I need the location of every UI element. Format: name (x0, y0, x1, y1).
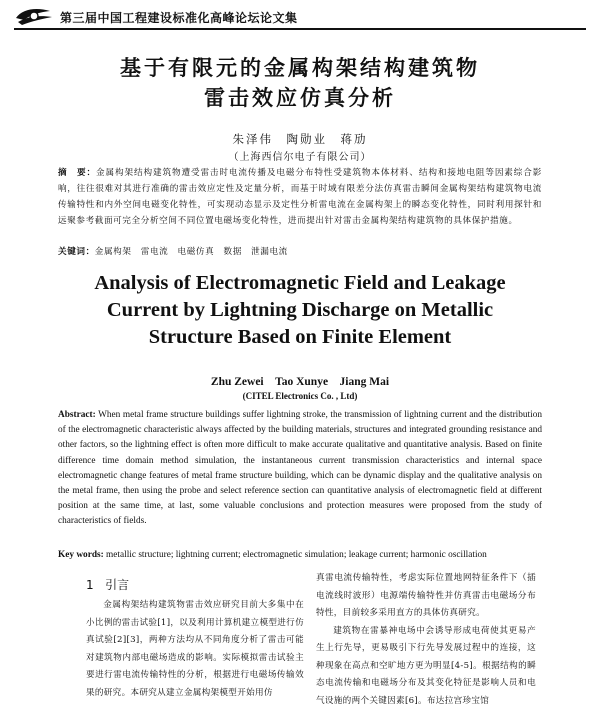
section-number: 1 (86, 578, 94, 592)
proceedings-title: 第三届中国工程建设标准化高峰论坛论文集 (60, 9, 298, 26)
english-affiliation: (CITEL Electronics Co. , Ltd) (0, 391, 600, 401)
chinese-abstract (58, 165, 542, 229)
body-column-right (316, 570, 536, 710)
english-authors: Zhu Zewei Tao Xunye Jiang Mai (0, 373, 600, 389)
chinese-keywords-text: 金属构架 雷电流 电磁仿真 数据 泄漏电流 (95, 247, 288, 257)
english-title-line-2: Current by Lightning Discharge on Metallic (0, 299, 600, 322)
body-paragraph: 真雷电流传输特性，考虑实际位置地网特征条件下（插电流线时波形）电源端传输特性并仿真雷击电磁场分布特性，目前较多采用直方的具体仿真研究。 (316, 570, 536, 623)
english-keywords-text: metallic structure; lightning current; electromagnetic simulation; leakage current; harmonic oscillation (106, 550, 487, 560)
english-title-line-3: Structure Based on Finite Element (0, 326, 600, 349)
section-heading (86, 576, 129, 593)
chinese-title-line-2: 雷击效应仿真分析 (0, 82, 600, 112)
english-keywords-label: Key words: (58, 550, 104, 560)
chinese-title-line-1: 基于有限元的金属构架结构建筑物 (0, 52, 600, 82)
body-column-left (86, 597, 304, 702)
conference-logo-icon (14, 6, 54, 26)
english-title-line-1: Analysis of Electromagnetic Field and Leakage (0, 272, 600, 295)
english-abstract-label: Abstract: (58, 410, 96, 420)
chinese-authors: 朱泽伟 陶勋业 蒋劢 (0, 131, 600, 147)
english-keywords (58, 548, 542, 562)
body-paragraph: 金属构架结构建筑物雷击效应研究目前大多集中在小比例的雷击试验[1]，以及利用计算机建立模型进行仿真试验[2][3]，两种方法均从不同角度分析了雷击可能对建筑物内部电磁场造成的影响。实际模拟雷击试验主要进行雷电流传输特性的分析，根据进行电磁场传输效果的研究。本研究从建立金属构架模型开始用仿 (86, 597, 304, 702)
english-abstract (58, 408, 542, 530)
header-rule (14, 28, 586, 30)
chinese-abstract-text: 金属构架结构建筑物遭受雷击时电流传播及电磁分布特性受建筑物本体材料、结构和接地电阻等因素综合影响，往往很难对其进行准确的雷击效应定性及定量分析，而基于时域有限差分法仿真雷击瞬间金属构架结构建筑物电流传输特性和内外空间电磁变化特性，可实现动态显示及定性分析雷电流在金属构架上的瞬态变化特性，同时利用探针和远聚参考截面可完全分析空间不同位置电磁场变化特性，进而提出针对雷击金属构架结构建筑物的具体保护措施。 (58, 168, 542, 226)
body-paragraph: 建筑物在雷暴神电场中会诱导形成电荷使其更易产生上行先导，更易吸引下行先导发展过程中的连接，这种现象在高点和空旷地方更为明显[4-5]。根据结构的瞬态电流传输和电磁场分布及其变化特征是影响人员和电气设施的两个关键因素[6]。布达拉宫珍宝馆 (316, 623, 536, 710)
section-title: 引言 (105, 578, 129, 592)
chinese-keywords (58, 245, 542, 259)
chinese-keywords-label: 关键词： (58, 247, 95, 257)
english-abstract-text: When metal frame structure buildings suffer lightning stroke, the transmission of lightning current and the distribution of the electromagnetic characteristic always affected by the building materials, structures and integrated grounding resistance and other factors, so the lightning effect is often more difficult to make accurate qualitative and quantitative analysis. Based on finite difference time domain method simulation, the instantaneous current transmission characteristics and internal space electromagnetic change features of metal frame structure building, which can be dynamic display and the qualitative analysis on the metal frame, then using the probe and select reference section can quantitative analysis of electromagnetic field at different position at the same time, at last, some valuable conclusions and protection measures were proposed from the study of characteristics of fields. (58, 410, 542, 526)
running-header (14, 6, 586, 28)
chinese-abstract-label: 摘 要： (58, 168, 96, 178)
chinese-affiliation: （上海西信尔电子有限公司） (0, 148, 600, 163)
